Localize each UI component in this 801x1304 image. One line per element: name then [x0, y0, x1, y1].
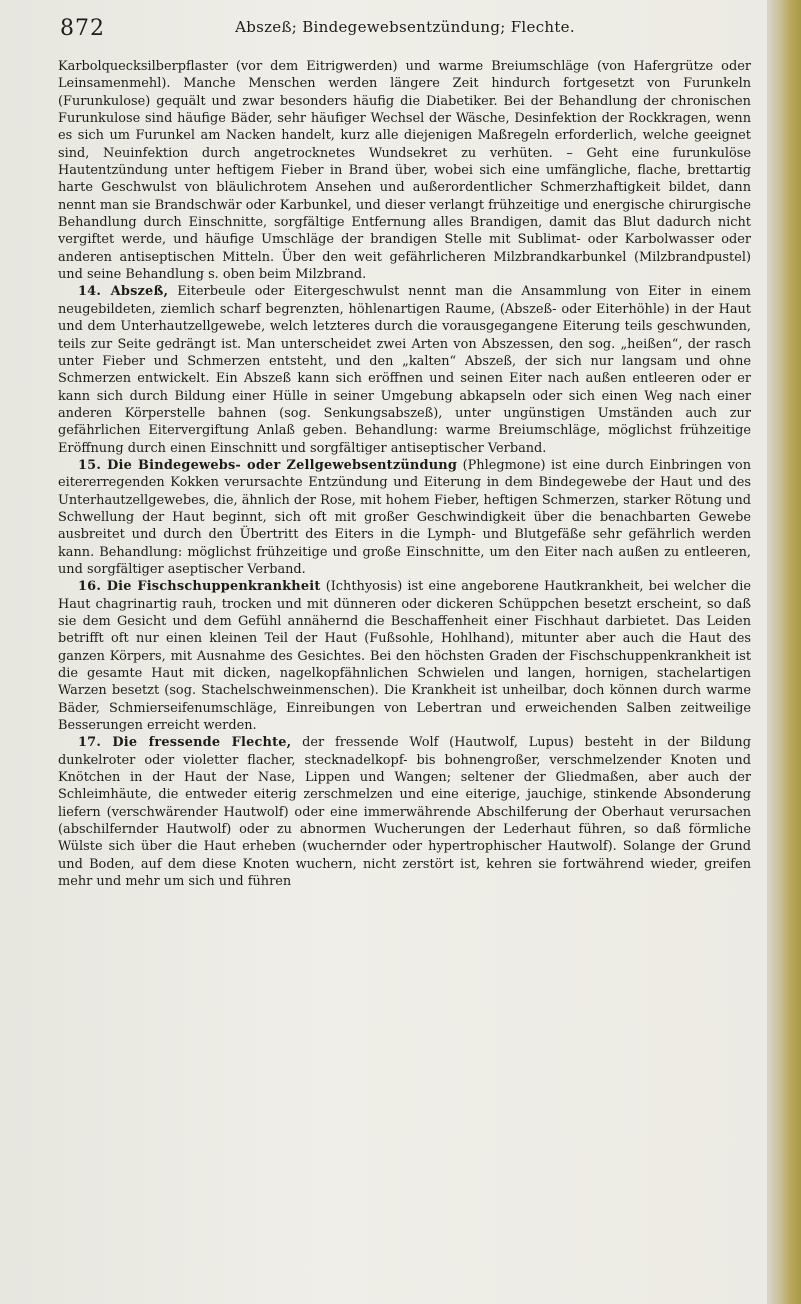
paragraph-text: (Ichthyosis) ist eine angeborene Hautkrankheit, bei welcher die Haut chagrinartig rauh, trocken und mit dünneren oder dickeren Schüppchen besetzt erscheint, so daß sie dem Gesicht und dem Gefühl annähernd die Beschaffenheit einer Fischhaut darbietet. Das Leiden betrifft oft nur einen kleinen Teil der Haut (Fußsohle, Hohlhand), mitunter aber auch die Haut des ganzen Körpers, mit Ausnahme des Gesichtes. Bei den höchsten Graden der Fischschuppenkrankheit ist die gesamte Haut mit dicken, nagelkopfähnlichen Schwielen und langen, hornigen, stachelartigen Warzen besetzt (sog. Stachelschweinmenschen). Die Krankheit ist unheilbar, doch können durch warme Bäder, Schmierseifenumschläge, Einreibungen von Lebertran und erweichenden Salben zeitweilige Besserungen erreicht werden.: [58, 579, 751, 734]
paragraph-lupus: [58, 734, 751, 890]
page-header: [60, 16, 750, 50]
paragraph-phlegmone: [58, 457, 751, 578]
paragraph-text: Eiterbeule oder Eitergeschwulst nennt man die Ansammlung von Eiter in einem neugebildeten, ziemlich scharf begrenzten, höhlenartigen Raume, (Abszeß- oder Eiterhöhle) in der Haut und dem Unterhautzellgewebe, welch letzteres durch die vorausgegangene Eiterung teils geschwunden, teils zur Seite gedrängt ist. Man unterscheidet zwei Arten von Abszessen, den sog. „heißen“, der rasch unter Fieber und Schmerzen entsteht, und den „kalten“ Abszeß, der sich nur langsam und ohne Schmerzen entwickelt. Ein Abszeß kann sich eröffnen und seinen Eiter nach außen entleeren oder er kann sich durch Bildung einer Hülle in seiner Umgebung abkapseln oder sich einen Weg nach einer anderen Körperstelle bahnen (sog. Senkungsabszeß), unter ungünstigen Umständen auch zur gefährlichen Eitervergiftung Anlaß geben. Behandlung: warme Breiumschläge, möglichst frühzeitige Eröffnung durch einen Einschnitt und sorgfältiger antiseptischer Verband.: [58, 284, 751, 456]
section-lead: 17. Die fressende Flechte,: [78, 735, 292, 751]
page-number: 872: [60, 16, 105, 41]
paragraph-furunkulose: [58, 58, 751, 283]
running-title: Abszeß; Bindegewebsentzündung; Flechte.: [235, 18, 575, 36]
body-text: [58, 58, 751, 1288]
page-edge: [767, 0, 801, 1304]
section-lead: 15. Die Bindegewebs- oder Zellgewebsentzündung: [78, 457, 458, 473]
paragraph-text: (Phlegmone) ist eine durch Einbringen von eitererregenden Kokken verursachte Entzündung und Eiterung in dem Bindegewebe der Haut und des Unterhautzellgewebes, die, ähnlich der Rose, mit hohem Fieber, heftigen Schmerzen, starker Rötung und Schwellung der Haut beginnt, sich oft mit großer Geschwindigkeit über die benachbarten Gewebe ausbreitet und durch den Übertritt des Eiters in die Lymph- und Blutgefäße sehr gefährlich werden kann. Behandlung: möglichst frühzeitige und große Einschnitte, um den Eiter nach außen zu entleeren, und sorgfältiger aseptischer Verband.: [58, 457, 751, 577]
paragraph-text: der fressende Wolf (Hautwolf, Lupus) besteht in der Bildung dunkelroter oder violetter flacher, stecknadelkopf- bis bohnengroßer, verschmelzender Knoten und Knötchen in der Haut der Nase, Lippen und Wangen; seltener der Gliedmaßen, aber auch der Schleimhäute, die entweder eiterig zerschmelzen und eine eiterige, jauchige, stinkende Absonderung liefern (verschwärender Hautwolf) oder eine immerwährende Abschilferung der Oberhaut verursachen (abschilfernder Hautwolf) oder zu abnormen Wucherungen der Lederhaut führen, so daß förmliche Wülste sich über die Haut erheben (wuchernder oder hypertrophischer Hautwolf). Solange der Grund und Boden, auf dem diese Knoten wuchern, nicht zerstört ist, kehren sie fortwährend wieder, greifen mehr und mehr um sich und führen: [58, 735, 751, 890]
paragraph-ichthyosis: [58, 578, 751, 734]
paragraph-text: Karbolquecksilberpflaster (vor dem Eitrigwerden) und warme Breiumschläge (von Hafergrütze oder Leinsamenmehl). Manche Menschen werden längere Zeit hindurch fortgesetzt von Furunkeln (Furunkulose) gequält und zwar besonders häufig die Diabetiker. Bei der Behandlung der chronischen Furunkulose sind häufige Bäder, sehr häufiger Wechsel der Wäsche, Desinfektion der Rockkragen, wenn es sich um Furunkel am Nacken handelt, kurz alle diejenigen Maßregeln erforderlich, welche geeignet sind, Neuinfektion durch angetrocknetes Wundsekret zu verhüten. – Geht eine furunkulöse Hautentzündung unter heftigem Fieber in Brand über, wobei sich eine umfängliche, flache, brettartig harte Geschwulst von bläulichrotem Ansehen und außerordentlicher Schmerzhaftigkeit bildet, dann nennt man sie Brandschwär oder Karbunkel, und dieser verlangt frühzeitige und energische chirurgische Behandlung durch Einschnitte, sorgfältige Entfernung alles Brandigen, damit das Blut dadurch nicht vergiftet werde, und häufige Umschläge der brandigen Stelle mit Sublimat- oder Karbolwasser oder anderen antiseptischen Mitteln. Über den weit gefährlicheren Milzbrandkarbunkel (Milzbrandpustel) und seine Behandlung s. oben beim Milzbrand.: [58, 59, 751, 283]
section-lead: 16. Die Fischschuppenkrankheit: [78, 579, 321, 595]
paragraph-abszess: [58, 283, 751, 456]
section-lead: 14. Abszeß,: [78, 284, 169, 300]
